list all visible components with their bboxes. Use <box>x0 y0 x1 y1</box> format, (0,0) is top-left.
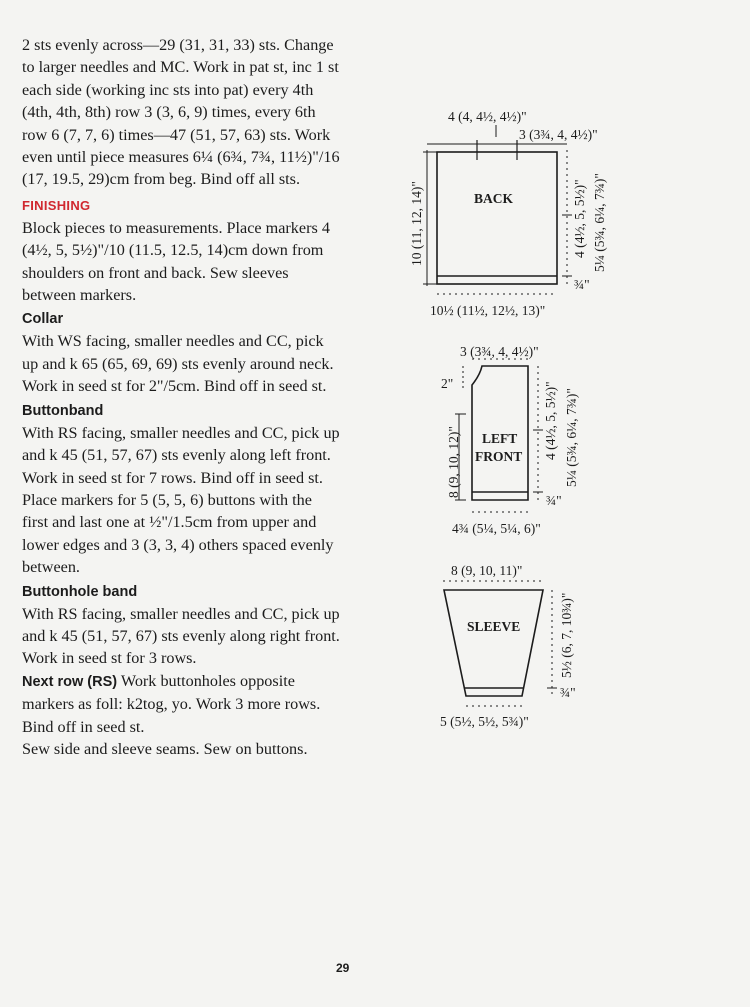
sleeve-schematic <box>443 581 557 706</box>
back-outline <box>437 152 557 284</box>
back-rib-depth: ¾" <box>574 277 590 292</box>
finishing-heading: FINISHING <box>22 197 91 213</box>
sleeve-label: SLEEVE <box>467 619 521 634</box>
sleeve-bottom-width: 5 (5½, 5½, 5¾)" <box>440 714 529 729</box>
intro-paragraph: 2 sts evenly across—29 (31, 31, 33) sts. Change to larger needles and MC. Work in pat st, inc 1 st each side (working inc sts into pat) every 4th (4th, 4th, 8th) row 3 (3, 6, 9) times, every 6th row 6 (7, 7, 6) times—47 (51, 57, 63) sts. Work even until piece measures 6¼ (6¾, 7¾, 11½)"/16 (17, 19.5, 29)cm from beg. Bind off all sts. <box>22 36 340 189</box>
left-front-top-width: 3 (3¾, 4, 4½)" <box>460 344 539 359</box>
back-labels <box>409 109 607 318</box>
buttonband-heading: Buttonband <box>22 402 104 419</box>
left-front-armhole-depth: 4 (4½, 5, 5½)" <box>543 381 558 460</box>
page-number: 29 <box>336 961 350 975</box>
collar-heading: Collar <box>22 311 64 328</box>
back-length: 10 (11, 12, 14)" <box>409 181 424 266</box>
left-front-labels <box>441 344 579 536</box>
back-schematic <box>423 125 572 294</box>
buttonband-paragraph: With RS facing, smaller needles and CC, pick up and k 45 (51, 57, 67) sts evenly along left front. Work in seed st for 7 rows. Bind off in seed st. Place markers for 5 (5, 5, 6) buttons with the first and last one at ½"/1.5cm from upper and lower edges and 3 (3, 3, 4) others spaced evenly between. <box>22 423 340 577</box>
final-paragraph: Sew side and sleeve seams. Sew on buttons. <box>22 739 308 758</box>
left-front-label-line1: LEFT <box>482 431 518 446</box>
back-top-width: 4 (4, 4½, 4½)" <box>448 109 527 124</box>
sleeve-top-width: 8 (9, 10, 11)" <box>451 563 523 578</box>
left-front-length: 8 (9, 10, 12)" <box>446 426 461 498</box>
left-front-bottom-width: 4¾ (5¼, 5¼, 6)" <box>452 521 541 536</box>
buttonhole-band-paragraph: With RS facing, smaller needles and CC, pick up and k 45 (51, 57, 67) sts evenly along right front. Work in seed st for 3 rows. <box>22 604 340 668</box>
left-front-rib-depth: ¾" <box>546 493 562 508</box>
sleeve-rib-depth: ¾" <box>560 685 576 700</box>
finishing-paragraph: Block pieces to measurements. Place markers 4 (4½, 5, 5½)"/10 (11.5, 12.5, 14)cm down from shoulders on front and back. Sew sleeves between markers. <box>22 218 330 305</box>
buttonhole-band-heading: Buttonhole band <box>22 583 138 600</box>
back-armhole-depth: 4 (4½, 5, 5½)" <box>572 179 587 258</box>
collar-paragraph: With WS facing, smaller needles and CC, pick up and k 65 (65, 69, 69) sts evenly around neck. Work in seed st for 2"/5cm. Bind off in seed st. <box>22 332 334 396</box>
sleeve-outline <box>444 590 543 696</box>
back-side-length: 5¼ (5¾, 6¼, 7¾)" <box>592 173 607 272</box>
sleeve-length: 5½ (6, 7, 10¾)" <box>559 592 574 678</box>
back-label: BACK <box>474 191 514 206</box>
left-front-label-line2: FRONT <box>475 449 523 464</box>
next-row-lead: Next row (RS) <box>22 673 118 690</box>
next-row-text: Work buttonholes opposite markers as foll: k2tog, yo. Work 3 more rows. Bind off in seed st. <box>22 671 321 736</box>
back-shoulder-width: 3 (3¾, 4, 4½)" <box>519 127 598 142</box>
back-bottom-width: 10½ (11½, 12½, 13)" <box>430 303 546 318</box>
sleeve-labels <box>440 563 576 729</box>
left-front-side-length: 5¼ (5¾, 6¼, 7¾)" <box>564 388 579 487</box>
left-front-neck-drop: 2" <box>441 376 454 391</box>
